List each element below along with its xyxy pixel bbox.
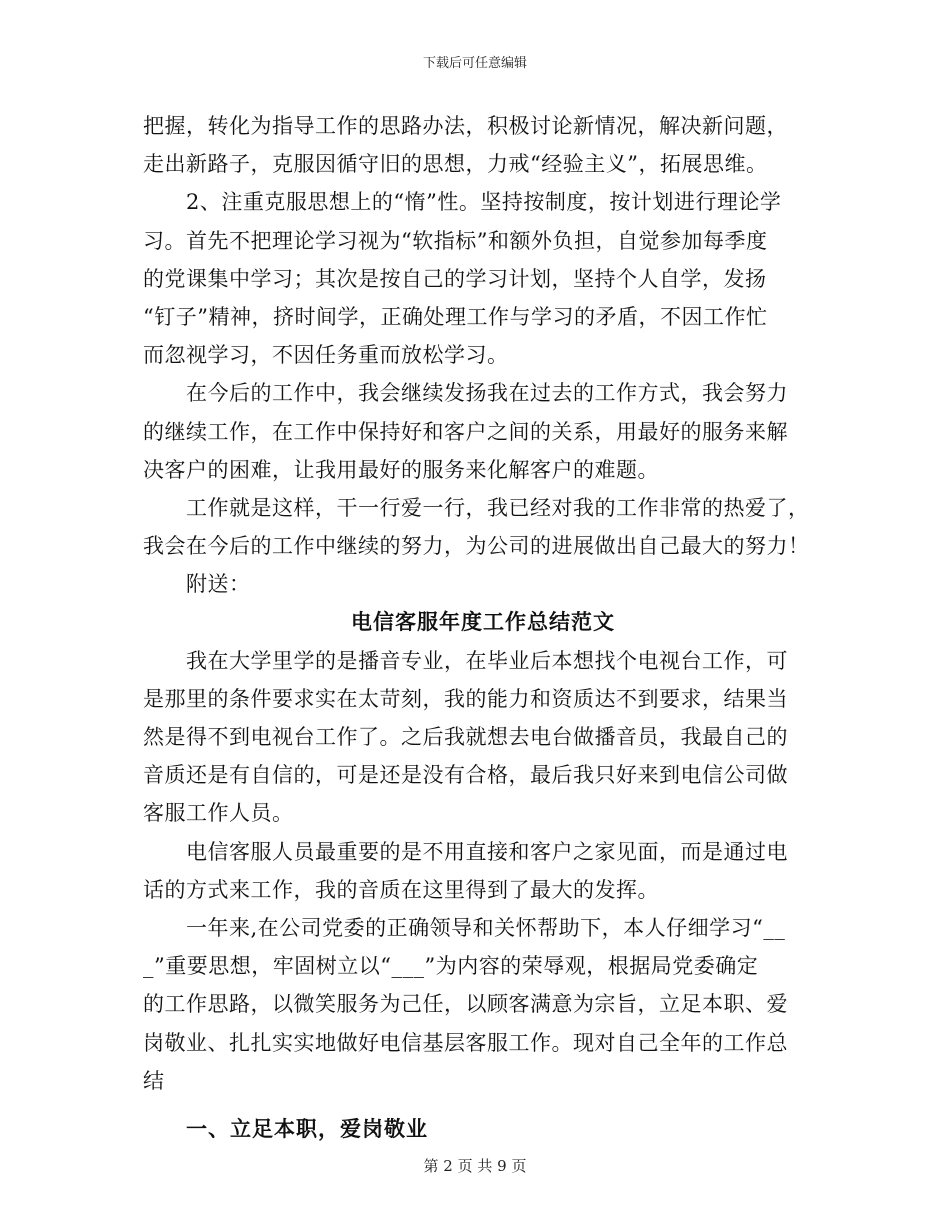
paragraph-line: 我会在今后的工作中继续的努力，为公司的进展做出自己最大的努力！ bbox=[143, 534, 810, 559]
paragraph-line: 决客户的困难，让我用最好的服务来化解客户的难题。 bbox=[143, 457, 659, 482]
paragraph-line: 话的方式来工作，我的音质在这里得到了最大的发挥。 bbox=[143, 877, 659, 902]
paragraph-line: 电信客服人员最重要的是不用直接和客户之家见面，而是通过电 bbox=[186, 839, 788, 864]
paragraph-line: 客服工作人员。 bbox=[143, 801, 294, 826]
paragraph-line: 我在大学里学的是播音专业，在毕业后本想找个电视台工作，可 bbox=[186, 648, 788, 673]
paragraph-line: 的工作思路，以微笑服务为己任，以顾客满意为宗旨，立足本职、爱 bbox=[143, 992, 788, 1017]
paragraph-line: 在今后的工作中，我会继续发扬我在过去的工作方式，我会努力 bbox=[186, 381, 788, 406]
paragraph-line: 的党课集中学习；其次是按自己的学习计划，坚持个人自学，发扬 bbox=[143, 266, 767, 291]
paragraph-line: 结 bbox=[143, 1068, 165, 1093]
section-heading: 一、立足本职，爱岗敬业 bbox=[186, 1115, 428, 1141]
section-title: 电信客服年度工作总结范文 bbox=[351, 609, 615, 635]
paragraph-line: 一年来,在公司党委的正确领导和关怀帮助下，本人仔细学习“__ bbox=[186, 915, 786, 940]
header-note: 下载后可任意编辑 bbox=[422, 56, 527, 71]
paragraph-line: _”重要思想，牢固树立以“___”为内容的荣辱观，根据局党委确定 bbox=[143, 954, 759, 979]
paragraph-line: 是那里的条件要求实在太苛刻，我的能力和资质达不到要求，结果当 bbox=[143, 686, 788, 711]
paragraph-line: “钉子”精神，挤时间学，正确处理工作与学习的矛盾，不因工作忙 bbox=[143, 304, 768, 329]
paragraph-line: 走出新路子，克服因循守旧的思想，力戒“经验主义”，拓展思维。 bbox=[143, 152, 768, 177]
appendix-label: 附送： bbox=[186, 572, 251, 597]
paragraph-line: 习。首先不把理论学习视为“软指标”和额外负担，自觉参加每季度 bbox=[143, 228, 768, 253]
paragraph-line: 工作就是这样，干一行爱一行，我已经对我的工作非常的热爱了， bbox=[186, 495, 810, 520]
document-body bbox=[143, 107, 811, 1148]
paragraph-line: 的继续工作，在工作中保持好和客户之间的关系，用最好的服务来解 bbox=[143, 419, 788, 444]
page-indicator: 第 2 页 共 9 页 bbox=[423, 1157, 527, 1175]
paragraph-line: 而忽视学习，不因任务重而放松学习。 bbox=[143, 343, 509, 368]
paragraph-line: 岗敬业、扎扎实实地做好电信基层客服工作。现对自己全年的工作总 bbox=[143, 1030, 788, 1055]
paragraph-line: 把握，转化为指导工作的思路办法，积极讨论新情况，解决新问题， bbox=[143, 114, 788, 138]
paragraph-line: 2、注重克服思想上的“惰”性。坚持按制度，按计划进行理论学 bbox=[186, 190, 782, 215]
paragraph-line: 音质还是有自信的，可是还是没有合格，最后我只好来到电信公司做 bbox=[143, 763, 788, 788]
paragraph-line: 然是得不到电视台工作了。之后我就想去电台做播音员，我最自己的 bbox=[143, 725, 788, 749]
